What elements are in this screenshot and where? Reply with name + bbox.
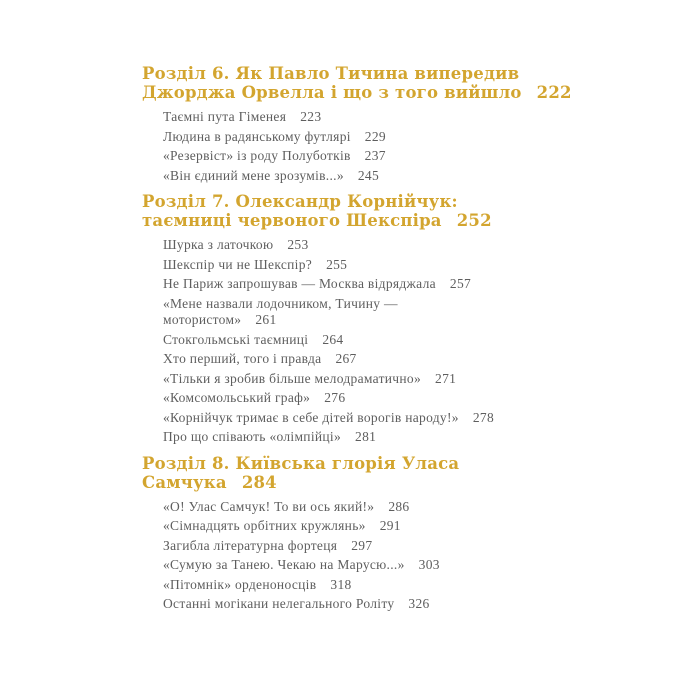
toc-item-page-number: 223 bbox=[300, 109, 322, 124]
toc-item-line bbox=[163, 312, 662, 329]
toc-item-title-text: «Комсомольський граф» bbox=[163, 390, 311, 405]
chapter-section bbox=[142, 454, 662, 613]
toc-item-title-text: «Пітомнік» орденоносців bbox=[163, 576, 317, 592]
toc-item-title-text: «Сумую за Танею. Чекаю на Марусю...» bbox=[163, 557, 405, 572]
toc-item bbox=[163, 296, 662, 329]
toc-item bbox=[163, 371, 662, 388]
toc-item-title-text: «Корнійчук тримає в себе дітей ворогів народу!» bbox=[163, 409, 459, 425]
toc-item-title-text: Таємні пута Гіменея bbox=[163, 109, 287, 124]
chapter-page-number: 284 bbox=[241, 472, 277, 492]
toc-item-title-text: Останні могікани нелегального Роліту bbox=[163, 596, 395, 611]
toc-item bbox=[163, 109, 662, 126]
toc-item bbox=[163, 237, 662, 254]
toc-item-line bbox=[163, 332, 662, 349]
toc-item bbox=[163, 168, 662, 185]
toc-item-line bbox=[163, 148, 662, 165]
toc-item-page-number: 297 bbox=[351, 537, 373, 553]
toc-item-line bbox=[163, 429, 662, 446]
toc-item-title-text: «Він єдиний мене зрозумів...» bbox=[163, 167, 344, 183]
chapter-title-text: Розділ 7. Олександр Корнійчук: bbox=[142, 192, 458, 211]
toc-item bbox=[163, 538, 662, 555]
chapter-heading-line bbox=[142, 211, 662, 230]
chapter-heading-line bbox=[142, 473, 662, 492]
toc-item-title-text: Людина в радянському футлярі bbox=[163, 128, 351, 144]
toc-item-title-text: «Сімнадцять орбітних кружлянь» bbox=[163, 518, 366, 533]
toc-item-title-text: «Мене назвали лодочником, Тичину — bbox=[163, 295, 398, 311]
toc-item-page-number: 318 bbox=[330, 576, 352, 592]
toc-item-line bbox=[163, 129, 662, 146]
toc-item-page-number: 267 bbox=[335, 351, 357, 366]
toc-item bbox=[163, 429, 662, 446]
toc-item bbox=[163, 557, 662, 574]
chapter-section bbox=[142, 64, 662, 184]
toc-item-title-text: «О! Улас Самчук! То ви ось який!» bbox=[163, 498, 375, 514]
chapter-page-number: 222 bbox=[536, 83, 572, 102]
toc-item-line bbox=[163, 410, 662, 427]
toc-item-title-text: Про що співають «олімпійці» bbox=[163, 429, 342, 444]
toc-item-title-text: Не Париж запрошував — Москва відряджала bbox=[163, 276, 436, 291]
toc-item bbox=[163, 390, 662, 407]
toc-item-title-text: Шурка з латочкою bbox=[163, 237, 274, 252]
toc-item-line bbox=[163, 237, 662, 254]
chapter-title-text: Розділ 6. Як Павло Тичина випередив bbox=[142, 64, 520, 83]
toc-item-page-number: 278 bbox=[472, 409, 494, 425]
toc-item-title-text: «Резервіст» із роду Полуботків bbox=[163, 148, 351, 163]
toc-item bbox=[163, 257, 662, 274]
chapter-section bbox=[142, 192, 662, 446]
toc-item-title-text: Хто перший, того і правда bbox=[163, 351, 322, 366]
chapter-items bbox=[142, 499, 662, 613]
chapter-heading-line bbox=[142, 64, 662, 83]
toc-item-title-text: Шекспір чи не Шекспір? bbox=[163, 256, 313, 272]
toc-item bbox=[163, 577, 662, 594]
toc-item-line bbox=[163, 538, 662, 555]
chapter-title-text: таємниці червоного Шекспіра bbox=[142, 211, 442, 230]
toc-item bbox=[163, 332, 662, 349]
toc bbox=[142, 64, 662, 621]
toc-item-line bbox=[163, 518, 662, 535]
toc-item-page-number: 245 bbox=[357, 167, 380, 183]
toc-item-page-number: 237 bbox=[364, 148, 386, 163]
toc-item-line bbox=[163, 557, 662, 574]
toc-item-page-number: 261 bbox=[255, 312, 277, 327]
toc-item-page-number: 281 bbox=[355, 429, 377, 444]
toc-item-line bbox=[163, 296, 662, 313]
toc-item-page-number: 326 bbox=[408, 596, 430, 611]
toc-item-page-number: 257 bbox=[449, 276, 472, 291]
toc-item-line bbox=[163, 276, 662, 293]
toc-item-page-number: 264 bbox=[322, 331, 344, 347]
toc-item-line bbox=[163, 351, 662, 368]
chapter-items bbox=[142, 237, 662, 446]
toc-item-line bbox=[163, 257, 662, 274]
toc-item-title-text: Стокгольмські таємниці bbox=[163, 331, 309, 347]
toc-item-line bbox=[163, 168, 662, 185]
chapter-items bbox=[142, 109, 662, 184]
toc-item-page-number: 229 bbox=[364, 128, 386, 144]
chapter-heading bbox=[142, 454, 662, 492]
chapter-heading-line bbox=[142, 192, 662, 211]
toc-item-page-number: 255 bbox=[326, 256, 348, 272]
chapter-heading-line bbox=[142, 83, 662, 102]
chapter-title-text: Джорджа Орвелла і що з того вийшло bbox=[142, 83, 522, 102]
toc-item-line bbox=[163, 596, 662, 613]
toc-item-page-number: 253 bbox=[287, 237, 309, 252]
toc-item-line bbox=[163, 390, 662, 407]
toc-item bbox=[163, 410, 662, 427]
toc-item-line bbox=[163, 371, 662, 388]
toc-item-line bbox=[163, 577, 662, 594]
toc-item bbox=[163, 596, 662, 613]
toc-item-title-text: Загибла літературна фортеця bbox=[163, 537, 338, 553]
toc-item bbox=[163, 518, 662, 535]
toc-item-title-text: «Тільки я зробив більше мелодраматично» bbox=[163, 370, 422, 386]
chapter-title-text: Розділ 8. Київська глорія Уласа bbox=[142, 453, 460, 473]
toc-item bbox=[163, 129, 662, 146]
chapter-title-text: Самчука bbox=[142, 472, 227, 492]
chapter-heading bbox=[142, 64, 662, 102]
toc-item-title-text: мотористом» bbox=[163, 312, 242, 327]
toc-item bbox=[163, 276, 662, 293]
toc-item-page-number: 276 bbox=[324, 390, 346, 405]
toc-item-page-number: 303 bbox=[418, 557, 440, 572]
toc-item-page-number: 291 bbox=[379, 518, 401, 533]
toc-item-page-number: 286 bbox=[388, 498, 410, 514]
toc-item-page-number: 271 bbox=[435, 370, 457, 386]
toc-item bbox=[163, 351, 662, 368]
chapter-page-number: 252 bbox=[456, 211, 492, 230]
chapter-heading bbox=[142, 192, 662, 230]
chapter-heading-line bbox=[142, 454, 662, 473]
toc-item bbox=[163, 148, 662, 165]
toc-item-line bbox=[163, 109, 662, 126]
toc-item bbox=[163, 499, 662, 516]
toc-item-line bbox=[163, 499, 662, 516]
